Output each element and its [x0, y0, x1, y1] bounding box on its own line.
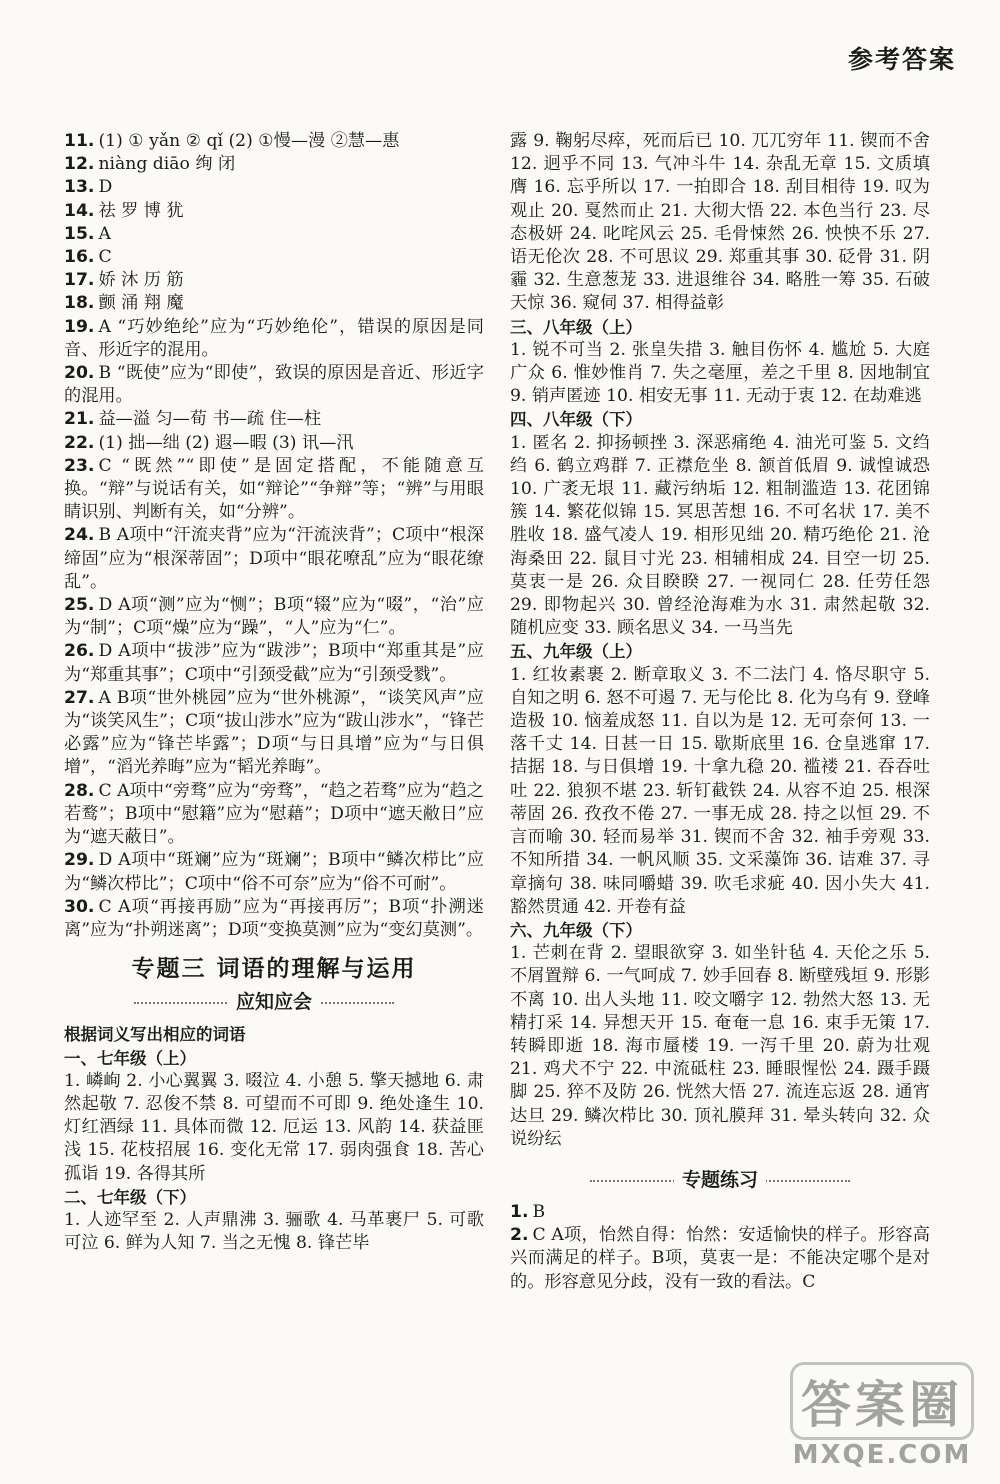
answer-number: 27. [64, 687, 95, 708]
answer-item [64, 524, 484, 594]
answer-number: 16. [64, 247, 95, 268]
grade-answers: 1. 锐不可当 2. 张皇失措 3. 触目伤怀 4. 尴尬 5. 大庭广众 6. 惟妙惟肖 7. 失之毫厘，差之千里 8. 因地制宜 9. 销声匿迹 10. 相安无事 11. 无动于衷 12. 在劫难逃 [510, 339, 930, 407]
answer-text: A B项“世外桃园”应为“世外桃源”，“谈笑风声”应为“谈笑风生”；C项“拔山涉水”应为“跋山涉水”，“锋芒必露”应为“锋芒毕露”；D项“与日具增”应为“与日俱增”，“滔光养晦”应为“韬光养晦”。 [64, 687, 484, 778]
answer-number: 13. [64, 177, 95, 198]
answer-text: C “既然”“即使”是固定搭配，不能随意互换。“辩”与说话有关，如“辩论”“争辩”等；“辨”与用眼睛识别、判断有关，如“分辨”。 [64, 455, 484, 523]
answer-text: (1) 拙—绌 (2) 遐—暇 (3) 讯—汛 [98, 432, 354, 453]
answer-item [64, 246, 484, 269]
answer-item [64, 292, 484, 315]
answer-number: 22. [64, 432, 95, 453]
answer-text: 娇 沐 历 筋 [98, 270, 184, 291]
grade-heading: 三、八年级（上） [510, 317, 642, 337]
answer-number: 17. [64, 270, 95, 291]
answer-item [64, 176, 484, 199]
answer-text: D A项中“拔涉”应为“跋涉”；B项中“郑重其是”应为“郑重其事”；C项中“引颈受截”应为“引颈受戮”。 [64, 641, 484, 685]
practice-list [510, 1201, 930, 1294]
answer-item [64, 432, 484, 455]
grade-answers: 1. 匿名 2. 抑扬顿挫 3. 深恶痛绝 4. 油光可鉴 5. 文绉绉 6. 鹤立鸡群 7. 正襟危坐 8. 颔首低眉 9. 诚惶诚恐 10. 广袤无垠 11. 藏污纳垢 12. 粗制滥造 13. 花团锦簇 14. 繁花似锦 15. 冥思苦想 16. 不可名状 17. 美不胜收 18. 盛气凌人 19. 相形见绌 20. 精巧绝伦 21. 沧海桑田 22. 鼠目寸光 23. 相辅相成 24. 目空一切 25. 莫衷一是 26. 众目睽睽 27. 一视同仁 28. 任劳任怨 29. 即物起兴 30. 曾经沧海难为水 31. 肃然起敬 32. 随机应变 33. 顾名思义 34. 一马当先 [510, 432, 930, 639]
answer-item [64, 362, 484, 408]
grade-group [64, 1047, 484, 1186]
watermark-url: MXQE.COM [792, 1440, 972, 1470]
grade-answers: 1. 嶙峋 2. 小心翼翼 3. 啜泣 4. 小憩 5. 擎天撼地 6. 肃然起敬 7. 忍俊不禁 8. 可望而不可即 9. 绝处逢生 10. 灯红酒绿 11. 具体而微 12. 厄运 13. 风韵 14. 获益匪浅 15. 花枝招展 16. 变化无常 17. 弱肉强食 18. 苦心孤诣 19. 各得其所 [64, 1070, 484, 1184]
grade-answers: 1. 芒刺在背 2. 望眼欲穿 3. 如坐针毡 4. 天伦之乐 5. 不屑置辩 6. 一气呵成 7. 妙手回春 8. 断壁残垣 9. 形影不离 10. 出人头地 11. 咬文嚼字 12. 勃然大怒 13. 无精打采 14. 异想天开 15. 奄奄一息 16. 束手无策 17. 转瞬即逝 18. 海市蜃楼 19. 一泻千里 20. 蔚为壮观 21. 鸡犬不宁 22. 中流砥柱 23. 睡眼惺忪 24. 蹑手蹑脚 25. 猝不及防 26. 恍然大悟 27. 流连忘返 28. 通宵达旦 29. 鳞次栉比 30. 顶礼膜拜 31. 晕头转向 32. 众说纷纭 [510, 943, 930, 1149]
answer-text: A “巧妙绝纶”应为“巧妙绝伦”，错误的原因是同音、形近字的混用。 [64, 316, 484, 360]
instruction-text: 根据词义写出相应的词语 [64, 1025, 246, 1045]
answer-number: 19. [64, 316, 95, 337]
answer-number: 23. [64, 455, 95, 476]
answer-text: A [98, 223, 111, 244]
grade-heading: 二、七年级（下） [64, 1187, 196, 1207]
grade-group [510, 408, 930, 640]
answer-item [64, 130, 484, 153]
grade-group [510, 316, 930, 409]
answer-text: 益—溢 匀—荀 书—疏 住—柱 [98, 409, 322, 430]
section-header-ztlx [510, 1165, 930, 1195]
grade-group [510, 640, 930, 918]
grade-group [510, 919, 930, 1151]
answer-item [64, 640, 484, 686]
answer-item [510, 1201, 930, 1224]
answer-number: 20. [64, 363, 95, 384]
answer-number: 28. [64, 780, 95, 801]
header-title: 参考答案 [847, 45, 956, 74]
grade-groups-left [64, 1047, 484, 1256]
section-label: 专题练习 [674, 1169, 766, 1191]
watermark [790, 1362, 974, 1470]
grade-answers: 1. 红妆素裹 2. 断章取义 3. 不二法门 4. 恪尽职守 5. 自知之明 6. 怒不可遏 7. 无与伦比 8. 化为乌有 9. 登峰造极 10. 恼羞成怒 11. 自以为是 12. 无可奈何 13. 一落千丈 14. 日甚一日 15. 歇斯底里 16. 仓皇逃窜 17. 拮据 18. 与日俱增 19. 十拿九稳 20. 褴褛 21. 吞吞吐吐 22. 狼狈不堪 23. 斩钉截铁 24. 从容不迫 25. 根深蒂固 26. 孜孜不倦 27. 一事无成 28. 持之以恒 29. 不言而喻 30. 轻而易举 31. 锲而不舍 32. 袖手旁观 33. 不知所措 34. 一帆风顺 35. 文采藻饰 36. 诘难 37. 寻章摘句 38. 味同嚼蜡 39. 吹毛求疵 40. 因小失大 41. 豁然贯通 42. 开卷有益 [510, 664, 930, 917]
answer-item [64, 687, 484, 780]
answer-item [64, 153, 484, 176]
answer-item [510, 1224, 930, 1294]
grade-heading: 四、八年级（下） [510, 410, 642, 430]
answer-item [64, 223, 484, 246]
answer-text: D [98, 177, 113, 198]
answer-item [64, 896, 484, 942]
answer-number: 11. [64, 131, 95, 151]
answer-text: (1) ① yǎn ② qǐ (2) ①慢—漫 ②慧—惠 [98, 131, 400, 151]
answer-text: C A项中“旁骛”应为“旁骛”，“趋之若骛”应为“趋之若鹜”；B项中“慰籍”应为“慰藉”；D项中“遮天敝日”应为“遮天蔽日”。 [64, 780, 484, 848]
page-header [848, 40, 956, 78]
topic-title: 专题三 词语的理解与运用 [131, 956, 417, 983]
answer-item [64, 594, 484, 640]
answer-text: D A项“测”应为“恻”；B项“辍”应为“啜”，“治”应为“制”；C项“燥”应为“躁”，“人”应为“仁”。 [64, 595, 484, 639]
answer-number: 24. [64, 525, 95, 546]
left-column [64, 130, 484, 1255]
grade-group [64, 1186, 484, 1256]
grade-groups-right [510, 316, 930, 1151]
section-label: 应知应会 [228, 991, 320, 1013]
answer-text: C A项，怡然自得：怡然：安适愉快的样子。形容高兴而满足的样子。B项，莫衷一是：不能决定哪个是对的。形容意见分歧，没有一致的看法。C [510, 1225, 930, 1292]
answer-number: 18. [64, 293, 95, 314]
answer-text: D A项中“斑斓”应为“斑斓”；B项中“鳞次栉比”应为“鳞次栉比”；C项中“俗不可奈”应为“俗不可耐”。 [64, 850, 484, 894]
answer-item [64, 455, 484, 525]
grade-heading: 一、七年级（上） [64, 1048, 196, 1068]
answer-text: 祛 罗 博 犹 [98, 200, 184, 221]
answer-text: B [532, 1201, 546, 1222]
grade-answers: 1. 人迹罕至 2. 人声鼎沸 3. 骊歌 4. 马革裹尸 5. 可歌可泣 6. 鲜为人知 7. 当之无愧 8. 锋芒毕 [64, 1209, 484, 1254]
answer-number: 12. [64, 154, 95, 175]
answer-list-top [64, 130, 484, 942]
answer-item [64, 408, 484, 431]
answer-item [64, 269, 484, 292]
answer-item [64, 200, 484, 223]
answer-number: 30. [64, 896, 95, 917]
answer-text: C A项“再接再励”应为“再接再厉”；B项“扑溯迷离”应为“扑朔迷离”；D项“变换莫测”应为“变幻莫测”。 [64, 896, 484, 940]
answer-item [64, 780, 484, 850]
answer-item [64, 849, 484, 895]
answer-number: 21. [64, 409, 95, 430]
answer-text: C [98, 247, 112, 268]
continued-answers: 露 9. 鞠躬尽瘁，死而后已 10. 兀兀穷年 11. 锲而不舍 12. 迥乎不同 13. 气冲斗牛 14. 杂乱无章 15. 文质填膺 16. 忘乎所以 17. 一拍即合 18. 刮目相待 19. 叹为观止 20. 戛然而止 21. 大彻大悟 22. 本色当行 23. 尽态极妍 24. 叱咤风云 25. 毛骨悚然 26. 怏怏不乐 27. 语无伦次 28. 不可思议 29. 郑重其事 30. 砭骨 31. 阴霾 32. 生意葱茏 33. 进退维谷 34. 略胜一筹 35. 石破天惊 36. 窥伺 37. 相得益彰 [510, 131, 930, 314]
answer-number: 25. [64, 595, 95, 616]
answer-text: niàng diāo 绚 闭 [98, 154, 236, 175]
right-column [510, 130, 930, 1294]
answer-number: 2. [510, 1225, 529, 1246]
section-header-yzyh [64, 987, 484, 1017]
answer-number: 1. [510, 1201, 529, 1222]
answer-item [64, 316, 484, 362]
answer-text: 颤 涌 翔 魔 [98, 293, 184, 314]
grade-heading: 五、九年级（上） [510, 642, 642, 662]
answer-number: 15. [64, 223, 95, 244]
answer-number: 26. [64, 641, 95, 662]
answer-text: B A项中“汗流夹背”应为“汗流浃背”；C项中“根深缔固”应为“根深蒂固”；D项中“眼花嘹乱”应为“眼花缭乱”。 [64, 525, 484, 592]
answer-number: 29. [64, 850, 95, 871]
watermark-logo: 答案圈 [790, 1362, 974, 1440]
answer-number: 14. [64, 200, 95, 221]
answer-text: B “既使”应为“即使”，致误的原因是音近、形近字的混用。 [64, 363, 484, 407]
grade-heading: 六、九年级（下） [510, 920, 642, 940]
